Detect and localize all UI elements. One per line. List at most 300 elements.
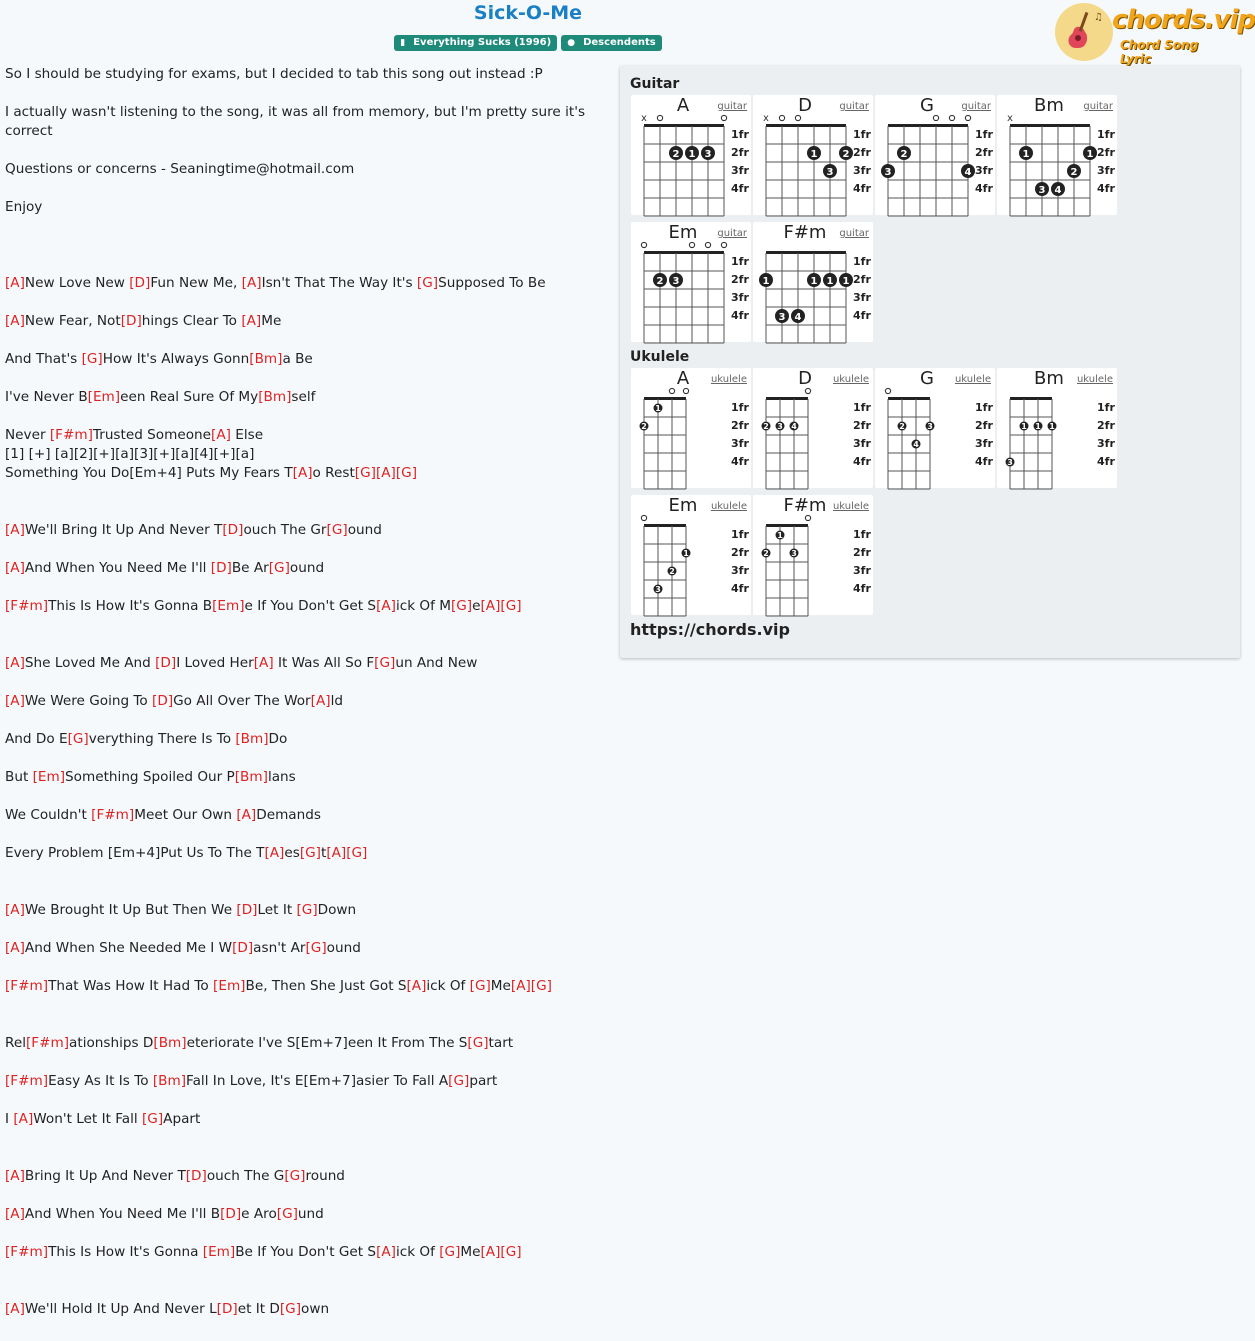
- fretboard-icon: [753, 495, 873, 615]
- chord-type-link[interactable]: guitar: [839, 228, 869, 239]
- chord-link[interactable]: [G]: [450, 598, 473, 614]
- fret-number-label: 1fr: [731, 128, 749, 141]
- lyric-text: ouch The Gr: [243, 522, 327, 538]
- svg-text:3: 3: [655, 585, 661, 594]
- lyric-text: And When She Needed Me I W: [24, 940, 233, 956]
- chord-link[interactable]: [G]: [67, 731, 89, 747]
- svg-text:2: 2: [900, 149, 908, 160]
- open-string-marker: [721, 242, 726, 247]
- finger-dot: [823, 164, 837, 178]
- svg-text:1: 1: [688, 149, 696, 160]
- svg-text:2: 2: [763, 422, 769, 431]
- fret-number-label: 2fr: [731, 146, 749, 159]
- lyric-text: Me: [490, 978, 511, 994]
- svg-text:3: 3: [778, 312, 786, 323]
- lyric-text: It Was All So F: [273, 655, 375, 671]
- svg-text:1: 1: [1035, 422, 1041, 431]
- svg-text:2: 2: [763, 549, 769, 558]
- site-url[interactable]: https://chords.vip: [630, 620, 790, 639]
- lyric-text: Fall In Love, It's E[Em+7]asier To Fall A: [186, 1073, 449, 1089]
- lyric-line: [5, 654, 477, 673]
- chord-link[interactable]: [A]: [510, 978, 531, 994]
- lyric-text: ound: [326, 940, 361, 956]
- svg-text:3: 3: [791, 549, 797, 558]
- fret-number-label: 2fr: [853, 419, 871, 432]
- lyric-text: ound: [289, 560, 325, 576]
- fretboard-icon: [997, 95, 1117, 215]
- lyric-text: Questions or concerns - Seaningtime@hotmail.com: [5, 161, 355, 177]
- chord-link[interactable]: [Bm]: [153, 1035, 187, 1051]
- chord-type-link[interactable]: ukulele: [832, 501, 869, 512]
- chord-type-link[interactable]: ukulele: [1076, 374, 1113, 385]
- finger-dot: [762, 549, 771, 559]
- fretboard-icon: [997, 368, 1117, 488]
- svg-text:3: 3: [672, 276, 680, 287]
- lyric-text: Be, Then She Just Got S: [245, 978, 407, 994]
- chord-link[interactable]: [A]: [376, 598, 396, 614]
- lyric-text: That Was How It Had To: [48, 978, 214, 994]
- lyric-text: Demands: [256, 807, 321, 823]
- chord-link[interactable]: [G]: [469, 978, 491, 994]
- logo-wordmark: chords.vip: [1112, 5, 1255, 35]
- chord-link[interactable]: [A]: [375, 465, 396, 481]
- chord-link[interactable]: [G]: [395, 465, 418, 481]
- chord-name: D: [798, 368, 812, 389]
- fretboard-icon: [631, 222, 751, 342]
- svg-text:3: 3: [704, 149, 712, 160]
- chord-link[interactable]: [G]: [448, 1073, 470, 1089]
- site-logo[interactable]: [1054, 2, 1255, 66]
- chord-link[interactable]: [F#m]: [25, 1035, 70, 1051]
- svg-text:2: 2: [641, 422, 647, 431]
- chord-name: Em: [668, 222, 698, 243]
- ukulele-chord-diagram[interactable]: [875, 368, 995, 488]
- open-string-marker: [805, 515, 810, 520]
- lyric-text: I: [5, 1111, 14, 1127]
- chord-link[interactable]: [F#m]: [5, 978, 49, 994]
- lyric-text: tart: [488, 1035, 514, 1051]
- lyric-text: We Were Going To: [24, 693, 153, 709]
- chord-link[interactable]: [D]: [216, 1301, 238, 1317]
- fret-number-label: 3fr: [853, 164, 871, 177]
- chord-link[interactable]: [A]: [5, 522, 25, 538]
- fret-number-label: 1fr: [853, 128, 871, 141]
- lyric-text: We Brought It Up But Then We: [24, 902, 237, 918]
- finger-dot: [776, 422, 785, 432]
- lyric-text: correct: [5, 123, 53, 139]
- lyric-line: [5, 103, 585, 122]
- chord-type-link[interactable]: guitar: [839, 101, 869, 112]
- finger-dot: [1034, 422, 1043, 432]
- chord-link[interactable]: [A]: [253, 655, 274, 671]
- lyric-text: Won't Let It Fall: [33, 1111, 142, 1127]
- finger-dot: [1067, 164, 1081, 178]
- finger-dot: [1083, 146, 1097, 160]
- finger-dot: [823, 273, 837, 287]
- chord-link[interactable]: [G]: [279, 1301, 302, 1317]
- guitar-logo-icon: [1054, 2, 1114, 62]
- chord-link[interactable]: [A]: [480, 598, 501, 614]
- fret-number-label: 3fr: [1097, 164, 1115, 177]
- fretboard-icon: [631, 368, 751, 488]
- lyric-line: [5, 692, 343, 711]
- chord-link[interactable]: [F#m]: [5, 1073, 49, 1089]
- finger-dot: [881, 164, 895, 178]
- chord-link[interactable]: [Em]: [87, 389, 121, 405]
- badge-row: [0, 35, 1056, 51]
- chord-link[interactable]: [D]: [210, 560, 232, 576]
- lyric-line: [5, 350, 313, 369]
- lyric-text: eteriorate I've S[Em+7]een It From The S: [186, 1035, 468, 1051]
- ukulele-chord-diagram[interactable]: [631, 368, 751, 488]
- lyric-text: We'll Bring It Up And Never T: [24, 522, 223, 538]
- chord-name: G: [920, 368, 934, 389]
- chord-link[interactable]: [A]: [236, 807, 257, 823]
- finger-dot: [668, 567, 677, 577]
- svg-text:2: 2: [899, 422, 905, 431]
- chord-link[interactable]: [D]: [220, 1206, 242, 1222]
- chord-link[interactable]: [G]: [467, 1035, 489, 1051]
- fret-number-label: 4fr: [731, 455, 749, 468]
- chord-link[interactable]: [Em]: [32, 769, 66, 785]
- chord-link[interactable]: [A]: [5, 1168, 25, 1184]
- lyric-text: a Be: [282, 351, 313, 367]
- chord-panel: [620, 66, 1240, 658]
- lyric-line: [5, 122, 53, 141]
- chord-link[interactable]: [Bm]: [152, 1073, 187, 1089]
- chord-link[interactable]: [G]: [296, 902, 318, 918]
- lyric-line: [5, 1072, 497, 1091]
- lyric-text: This Is How It's Gonna: [48, 1244, 203, 1260]
- chord-link[interactable]: [G]: [305, 940, 327, 956]
- lyric-text: o Rest: [312, 465, 355, 481]
- lyric-text: Me: [261, 313, 282, 329]
- finger-dot: [1048, 422, 1057, 432]
- fret-number-label: 4fr: [853, 582, 871, 595]
- lyric-text: Be Ar: [231, 560, 269, 576]
- lyric-line: [5, 426, 263, 445]
- chord-link[interactable]: [F#m]: [5, 598, 49, 614]
- finger-dot: [912, 440, 921, 450]
- finger-dot: [1006, 458, 1015, 468]
- muted-string-marker: x: [1007, 113, 1013, 124]
- svg-text:3: 3: [884, 167, 892, 178]
- chord-link[interactable]: [A]: [5, 1206, 25, 1222]
- open-string-marker: [949, 115, 954, 120]
- finger-dot: [790, 549, 799, 559]
- finger-dot: [669, 273, 683, 287]
- lyric-text: hings Clear To: [141, 313, 242, 329]
- chord-link[interactable]: [A]: [376, 1244, 396, 1260]
- chord-link[interactable]: [Bm]: [235, 731, 269, 747]
- lyric-line: [5, 464, 417, 483]
- fretboard-icon: [753, 222, 873, 342]
- lyric-text: e: [472, 598, 481, 614]
- guitar-chord-diagram[interactable]: [753, 222, 873, 342]
- chord-link[interactable]: [A]: [310, 693, 331, 709]
- lyric-text: She Loved Me And: [24, 655, 156, 671]
- fretboard-icon: [875, 368, 995, 488]
- fret-number-label: 3fr: [731, 164, 749, 177]
- chord-link[interactable]: [F#m]: [5, 1244, 49, 1260]
- lyric-line: [5, 1110, 200, 1129]
- song-title: Sick-O-Me: [473, 2, 583, 24]
- guitar-chord-diagram[interactable]: [753, 95, 873, 215]
- svg-text:1: 1: [1086, 149, 1094, 160]
- svg-text:1: 1: [777, 531, 783, 540]
- album-badge[interactable]: [394, 35, 557, 51]
- chord-link[interactable]: [Bm]: [258, 389, 292, 405]
- lyric-text: New Fear, Not: [24, 313, 121, 329]
- fret-number-label: 1fr: [975, 128, 993, 141]
- finger-dot: [926, 422, 935, 432]
- chord-link[interactable]: [G]: [500, 1244, 522, 1260]
- lyric-text: And When You Need Me I'll B: [24, 1206, 221, 1222]
- chord-link[interactable]: [D]: [129, 275, 151, 291]
- chord-link[interactable]: [Bm]: [234, 769, 268, 785]
- lyric-text: ound: [347, 522, 382, 538]
- svg-text:2: 2: [669, 567, 675, 576]
- lyric-line: [5, 806, 321, 825]
- lyric-line: [5, 1300, 329, 1319]
- chord-type-link[interactable]: ukulele: [710, 501, 747, 512]
- chord-link[interactable]: [G]: [354, 465, 376, 481]
- finger-dot: [790, 422, 799, 432]
- svg-text:1: 1: [762, 276, 770, 287]
- chord-link[interactable]: [A]: [292, 465, 313, 481]
- svg-text:1: 1: [810, 149, 818, 160]
- guitar-chord-diagram[interactable]: [997, 95, 1117, 215]
- guitar-chord-diagram[interactable]: [631, 95, 751, 215]
- lyric-line: [5, 312, 281, 331]
- lyric-line: [5, 730, 287, 749]
- lyric-line: [5, 597, 522, 616]
- lyric-text: Do: [268, 731, 288, 747]
- open-string-marker: [885, 388, 890, 393]
- chord-link[interactable]: [G]: [268, 560, 290, 576]
- lyric-text: ationships D: [69, 1035, 154, 1051]
- fret-number-label: 1fr: [731, 255, 749, 268]
- lyric-text: Let It: [257, 902, 297, 918]
- chord-link[interactable]: [A]: [241, 313, 262, 329]
- finger-dot: [807, 146, 821, 160]
- lyric-text: ick Of: [426, 978, 470, 994]
- lyric-text: un And New: [395, 655, 478, 671]
- fret-number-label: 4fr: [853, 309, 871, 322]
- open-string-marker: [641, 515, 646, 520]
- finger-dot: [839, 273, 853, 287]
- svg-text:3: 3: [826, 167, 834, 178]
- fret-number-label: 4fr: [731, 309, 749, 322]
- chord-link[interactable]: [F#m]: [91, 807, 135, 823]
- finger-dot: [961, 164, 975, 178]
- ukulele-chord-diagram[interactable]: [753, 368, 873, 488]
- fret-number-label: 3fr: [731, 291, 749, 304]
- chord-link[interactable]: [F#m]: [49, 427, 93, 443]
- svg-text:4: 4: [1054, 185, 1062, 196]
- chord-link[interactable]: [A]: [5, 940, 25, 956]
- chord-link[interactable]: [A]: [406, 978, 427, 994]
- chord-type-link[interactable]: guitar: [961, 101, 991, 112]
- svg-text:1: 1: [655, 404, 661, 413]
- lyric-line: [5, 1167, 345, 1186]
- chord-link[interactable]: [A]: [211, 427, 231, 443]
- fret-number-label: 4fr: [731, 182, 749, 195]
- chord-link[interactable]: [Em]: [202, 1244, 236, 1260]
- lyric-text: But: [5, 769, 33, 785]
- lyric-line: [5, 1205, 324, 1224]
- chord-link[interactable]: [G]: [142, 1111, 164, 1127]
- lyric-line: [5, 768, 296, 787]
- fret-number-label: 2fr: [731, 546, 749, 559]
- chord-type-link[interactable]: guitar: [717, 228, 747, 239]
- chord-link[interactable]: [A]: [326, 845, 347, 861]
- open-string-marker: [721, 115, 726, 120]
- fret-number-label: 2fr: [1097, 146, 1115, 159]
- chord-type-link[interactable]: guitar: [717, 101, 747, 112]
- chord-link[interactable]: [A]: [13, 1111, 34, 1127]
- chord-link[interactable]: [A]: [241, 275, 262, 291]
- lyric-text: ld: [330, 693, 343, 709]
- lyric-text: Apart: [163, 1111, 201, 1127]
- open-string-marker: [779, 115, 784, 120]
- lyric-text: Else: [230, 427, 264, 443]
- chord-type-link[interactable]: ukulele: [832, 374, 869, 385]
- lyric-line: [5, 65, 543, 84]
- lyric-text: verything There Is To: [88, 731, 236, 747]
- fret-number-label: 1fr: [853, 401, 871, 414]
- chord-link[interactable]: [G]: [439, 1244, 461, 1260]
- lyric-text: self: [291, 389, 316, 405]
- ukulele-chord-diagram[interactable]: [753, 495, 873, 615]
- lyric-line: [5, 160, 354, 179]
- person-icon: ●: [567, 38, 576, 48]
- finger-dot: [685, 146, 699, 160]
- svg-text:4: 4: [791, 422, 797, 431]
- chord-link[interactable]: [G]: [299, 845, 321, 861]
- lyric-text: Fun New Me,: [150, 275, 242, 291]
- artist-badge[interactable]: [561, 35, 662, 51]
- chord-link[interactable]: [D]: [236, 902, 258, 918]
- chord-link[interactable]: [G]: [374, 655, 396, 671]
- ukulele-chord-diagram[interactable]: [631, 495, 751, 615]
- lyric-text: How It's Always Gonn: [102, 351, 250, 367]
- chord-link[interactable]: [D]: [185, 1168, 207, 1184]
- chord-link[interactable]: [A]: [5, 1301, 25, 1317]
- lyric-line: [5, 521, 382, 540]
- lyric-line: [5, 1243, 522, 1262]
- lyric-text: Something You Do[Em+4] Puts My Fears T: [5, 465, 293, 481]
- chord-link[interactable]: [D]: [120, 313, 142, 329]
- chord-link[interactable]: [D]: [155, 655, 177, 671]
- fret-number-label: 1fr: [1097, 128, 1115, 141]
- finger-dot: [898, 422, 907, 432]
- chord-link[interactable]: [G]: [530, 978, 552, 994]
- chord-link[interactable]: [G]: [326, 522, 348, 538]
- chord-link[interactable]: [A]: [5, 693, 25, 709]
- book-icon: ▮: [400, 38, 406, 48]
- finger-dot: [640, 422, 649, 432]
- lyric-text: And That's: [5, 351, 82, 367]
- lyric-text: een Real Sure Of My: [120, 389, 259, 405]
- chord-link[interactable]: [Em]: [212, 598, 245, 614]
- chord-link[interactable]: [Em]: [213, 978, 246, 994]
- lyric-text: This Is How It's Gonna B: [48, 598, 213, 614]
- chord-name: A: [676, 368, 690, 389]
- open-string-marker: [795, 115, 800, 120]
- chord-link[interactable]: [G]: [416, 275, 439, 291]
- lyric-text: part: [469, 1073, 498, 1089]
- fret-number-label: 3fr: [975, 437, 993, 450]
- chord-link[interactable]: [A]: [264, 845, 285, 861]
- open-string-marker: [689, 242, 694, 247]
- chord-name: G: [920, 95, 934, 116]
- svg-text:3: 3: [1007, 458, 1013, 467]
- chord-link[interactable]: [Bm]: [249, 351, 283, 367]
- fret-number-label: 4fr: [1097, 182, 1115, 195]
- lyric-text: Down: [317, 902, 357, 918]
- lyric-text: e Aro: [241, 1206, 277, 1222]
- lyric-text: Isn't That The Way It's: [261, 275, 417, 291]
- lyric-line: [5, 977, 552, 996]
- chord-link[interactable]: [A]: [5, 655, 25, 671]
- chord-link[interactable]: [G]: [276, 1206, 298, 1222]
- chord-link[interactable]: [A]: [5, 560, 25, 576]
- svg-text:3: 3: [927, 422, 933, 431]
- lyric-text: es: [284, 845, 300, 861]
- chord-link[interactable]: [A]: [5, 902, 25, 918]
- lyric-line: [5, 901, 356, 920]
- lyric-line: [5, 844, 367, 863]
- open-string-marker: [705, 242, 710, 247]
- chord-name: A: [676, 95, 690, 116]
- chord-link[interactable]: [A]: [5, 275, 25, 291]
- chord-link[interactable]: [A]: [480, 1244, 501, 1260]
- fret-number-label: 1fr: [853, 528, 871, 541]
- chord-link[interactable]: [D]: [232, 940, 254, 956]
- lyric-line: [5, 559, 324, 578]
- fret-number-label: 4fr: [975, 182, 993, 195]
- lyric-text: t: [320, 845, 327, 861]
- finger-dot: [1035, 182, 1049, 196]
- lyric-text: ick Of: [395, 1244, 440, 1260]
- chord-link[interactable]: [A]: [5, 313, 25, 329]
- svg-text:1: 1: [683, 549, 689, 558]
- guitar-chord-diagram[interactable]: [875, 95, 995, 215]
- open-string-marker: [641, 242, 646, 247]
- chord-link[interactable]: [G]: [284, 1168, 306, 1184]
- ukulele-chord-diagram[interactable]: [997, 368, 1117, 488]
- svg-text:2: 2: [842, 149, 850, 160]
- lyric-text: und: [297, 1206, 324, 1222]
- guitar-chord-diagram[interactable]: [631, 222, 751, 342]
- lyric-text: Supposed To Be: [438, 275, 546, 291]
- svg-text:2: 2: [672, 149, 680, 160]
- chord-link[interactable]: [G]: [500, 598, 522, 614]
- chord-type-link[interactable]: ukulele: [954, 374, 991, 385]
- svg-text:4: 4: [913, 440, 919, 449]
- chord-link[interactable]: [G]: [346, 845, 368, 861]
- chord-link[interactable]: [D]: [222, 522, 244, 538]
- lyric-line: [5, 939, 361, 958]
- lyric-text: And Do E: [5, 731, 68, 747]
- chord-type-link[interactable]: guitar: [1083, 101, 1113, 112]
- chord-type-link[interactable]: ukulele: [710, 374, 747, 385]
- chord-link[interactable]: [G]: [81, 351, 103, 367]
- chord-name: Em: [668, 495, 698, 516]
- chord-link[interactable]: [D]: [152, 693, 174, 709]
- fret-number-label: 3fr: [853, 564, 871, 577]
